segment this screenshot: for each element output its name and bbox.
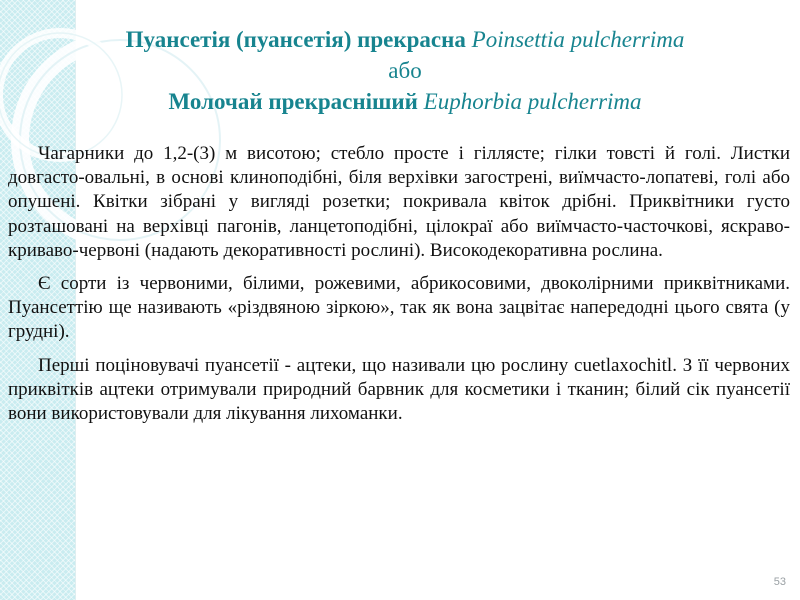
page-number: 53 <box>773 576 786 588</box>
title-line-1 <box>20 24 790 55</box>
title-latin-name: Poinsettia pulcherrima <box>471 27 685 52</box>
paragraph-description: Чагарники до 1,2-(3) м висотою; стебло просте і гіллясте; гілки товсті й голі. Листки довгасто-овальні, в основі клиноподібні, біля верхівки загострені, виїмчасто-лопатеві, голі або опушені. Квітки зібрані у вигляді розетки; покривала квіток дрібні. Приквітники густо розташовані на верхівці пагонів, ланцетоподібні, цілокраї або виїмчасто-часточкові, яскраво-криваво-червоні (надають декоративності рослині). Високодекоративна рослина. <box>8 143 790 261</box>
slide-title <box>20 24 790 117</box>
title-line-2: або <box>388 58 422 83</box>
title-synonym-latin: Euphorbia pulcherrima <box>423 89 642 114</box>
title-ukrainian-name: Пуансетія (пуансетія) прекрасна <box>125 27 466 52</box>
paragraph-varieties: Є сорти із червоними, білими, рожевими, абрикосовими, двоколірними приквітниками. Пуансеттію ще називають «різдвяною зіркою», так як вона зацвітає напередодні цього свята (у грудні). <box>8 273 790 343</box>
slide-body <box>8 142 790 435</box>
title-line-3 <box>20 86 790 117</box>
paragraph-history: Перші поціновувачі пуансетії - ацтеки, що називали цю рослину cuetlaxochitl. З її червоних приквітків ацтеки отримували природний барвник для косметики і тканин; білий сік пуансетії вони використовували для лікування лихоманки. <box>8 354 790 425</box>
title-synonym-name: Молочай прекрасніший <box>168 89 418 114</box>
